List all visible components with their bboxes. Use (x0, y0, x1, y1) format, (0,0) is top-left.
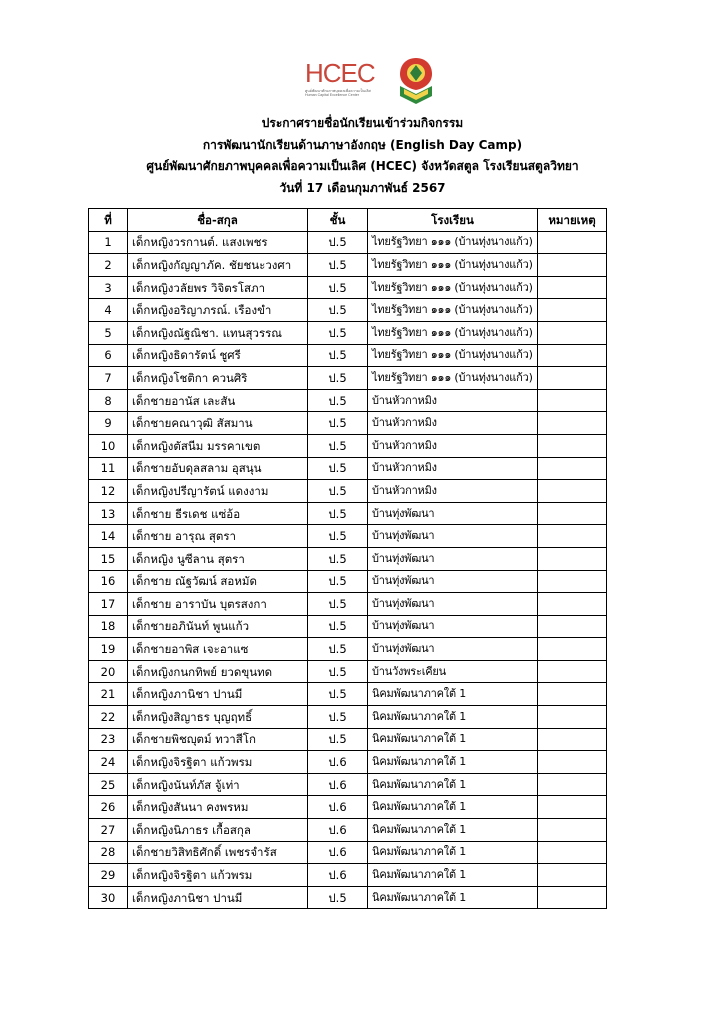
cell-name: เด็กหญิงนันท์ภัส จู้เท่า (128, 773, 308, 796)
cell-no: 1 (89, 231, 128, 254)
cell-name: เด็กหญิง นูซีลาน สุตรา (128, 547, 308, 570)
cell-no: 24 (89, 751, 128, 774)
table-row (89, 660, 607, 683)
cell-grade: ป.5 (308, 638, 368, 661)
cell-grade: ป.5 (308, 502, 368, 525)
table-row (89, 819, 607, 842)
student-list-table (88, 208, 607, 909)
cell-school: นิคมพัฒนาภาคใต้ 1 (368, 864, 538, 887)
cell-school: ไทยรัฐวิทยา ๑๑๑ (บ้านทุ่งนางแก้ว) (368, 254, 538, 277)
cell-remark (538, 367, 607, 390)
table-row (89, 593, 607, 616)
cell-remark (538, 638, 607, 661)
cell-no: 20 (89, 660, 128, 683)
cell-school: บ้านวังพระเคียน (368, 660, 538, 683)
logo-area (0, 56, 725, 108)
cell-name: เด็กหญิงภานิชา ปานมี (128, 683, 308, 706)
cell-school: นิคมพัฒนาภาคใต้ 1 (368, 886, 538, 909)
cell-no: 12 (89, 480, 128, 503)
cell-grade: ป.6 (308, 819, 368, 842)
cell-school: ไทยรัฐวิทยา ๑๑๑ (บ้านทุ่งนางแก้ว) (368, 321, 538, 344)
cell-school: นิคมพัฒนาภาคใต้ 1 (368, 773, 538, 796)
cell-grade: ป.6 (308, 841, 368, 864)
cell-remark (538, 434, 607, 457)
cell-school: ไทยรัฐวิทยา ๑๑๑ (บ้านทุ่งนางแก้ว) (368, 276, 538, 299)
table-row (89, 796, 607, 819)
table-row (89, 864, 607, 887)
table-row (89, 434, 607, 457)
cell-remark (538, 819, 607, 842)
hcec-logo-subtitle-th: ศูนย์พัฒนาศักยภาพบุคคลเพื่อความเป็นเลิศ (305, 89, 371, 93)
cell-grade: ป.5 (308, 706, 368, 729)
cell-name: เด็กหญิงจิรฐิตา แก้วพรม (128, 864, 308, 887)
cell-grade: ป.5 (308, 412, 368, 435)
cell-no: 10 (89, 434, 128, 457)
cell-grade: ป.5 (308, 231, 368, 254)
cell-school: บ้านทุ่งพัฒนา (368, 525, 538, 548)
cell-name: เด็กหญิงสันนา คงพรหม (128, 796, 308, 819)
cell-no: 9 (89, 412, 128, 435)
cell-school: ไทยรัฐวิทยา ๑๑๑ (บ้านทุ่งนางแก้ว) (368, 367, 538, 390)
cell-name: เด็กหญิงณัฐณิชา. แทนสุวรรณ (128, 321, 308, 344)
cell-remark (538, 457, 607, 480)
cell-name: เด็กชายอาพิส เจะอาแซ (128, 638, 308, 661)
cell-grade: ป.5 (308, 683, 368, 706)
cell-remark (538, 231, 607, 254)
table-row (89, 638, 607, 661)
cell-grade: ป.5 (308, 321, 368, 344)
cell-grade: ป.5 (308, 434, 368, 457)
cell-no: 15 (89, 547, 128, 570)
cell-remark (538, 480, 607, 503)
cell-grade: ป.5 (308, 570, 368, 593)
announcement-header (0, 113, 725, 199)
table-header-row (89, 209, 607, 232)
header-remark: หมายเหตุ (538, 209, 607, 232)
cell-grade: ป.6 (308, 773, 368, 796)
cell-grade: ป.5 (308, 547, 368, 570)
cell-grade: ป.5 (308, 615, 368, 638)
cell-remark (538, 593, 607, 616)
hcec-logo-word: HCEC (305, 58, 375, 88)
cell-name: เด็กชาย ธีรเดช แซ่อ้อ (128, 502, 308, 525)
table-row (89, 276, 607, 299)
cell-school: ไทยรัฐวิทยา ๑๑๑ (บ้านทุ่งนางแก้ว) (368, 344, 538, 367)
header-line-4: วันที่ 17 เดือนกุมภาพันธ์ 2567 (279, 180, 446, 195)
header-no: ที่ (89, 209, 128, 232)
table-row (89, 254, 607, 277)
cell-remark (538, 254, 607, 277)
cell-remark (538, 525, 607, 548)
cell-name: เด็กชาย ณัฐวัฒน์ สอหมัด (128, 570, 308, 593)
cell-school: นิคมพัฒนาภาคใต้ 1 (368, 841, 538, 864)
cell-name: เด็กหญิงวลัยพร วิจิตรโสภา (128, 276, 308, 299)
cell-school: บ้านหัวกาหมิง (368, 457, 538, 480)
cell-remark (538, 706, 607, 729)
cell-no: 8 (89, 389, 128, 412)
cell-school: บ้านหัวกาหมิง (368, 389, 538, 412)
cell-name: เด็กหญิงอริญาภรณ์. เรืองขำ (128, 299, 308, 322)
school-seal-icon (396, 56, 436, 106)
cell-remark (538, 660, 607, 683)
cell-grade: ป.5 (308, 367, 368, 390)
cell-name: เด็กหญิงกัญญาภัค. ชัยชนะวงศา (128, 254, 308, 277)
cell-remark (538, 841, 607, 864)
cell-no: 30 (89, 886, 128, 909)
cell-name: เด็กชาย อาราบัน บุตรสงกา (128, 593, 308, 616)
cell-school: นิคมพัฒนาภาคใต้ 1 (368, 796, 538, 819)
hcec-logo-subtitle-en: Human Capital Excellence Center (305, 93, 359, 97)
cell-no: 2 (89, 254, 128, 277)
cell-name: เด็กชายอภินันท์ พูนแก้ว (128, 615, 308, 638)
cell-grade: ป.5 (308, 276, 368, 299)
cell-name: เด็กหญิงปรีญารัตน์ แดงงาม (128, 480, 308, 503)
cell-school: บ้านทุ่งพัฒนา (368, 570, 538, 593)
cell-school: ไทยรัฐวิทยา ๑๑๑ (บ้านทุ่งนางแก้ว) (368, 299, 538, 322)
cell-school: บ้านหัวกาหมิง (368, 412, 538, 435)
hcec-logo (305, 58, 377, 104)
cell-remark (538, 547, 607, 570)
cell-school: บ้านทุ่งพัฒนา (368, 638, 538, 661)
cell-no: 29 (89, 864, 128, 887)
cell-grade: ป.6 (308, 751, 368, 774)
table-row (89, 886, 607, 909)
table-row (89, 367, 607, 390)
table-row (89, 457, 607, 480)
cell-remark (538, 615, 607, 638)
cell-remark (538, 751, 607, 774)
cell-no: 27 (89, 819, 128, 842)
cell-no: 3 (89, 276, 128, 299)
table-row (89, 525, 607, 548)
table-row (89, 570, 607, 593)
cell-remark (538, 412, 607, 435)
cell-name: เด็กหญิงวรกานต์. แสงเพชร (128, 231, 308, 254)
cell-no: 19 (89, 638, 128, 661)
cell-remark (538, 321, 607, 344)
cell-no: 25 (89, 773, 128, 796)
cell-remark (538, 728, 607, 751)
cell-remark (538, 796, 607, 819)
cell-no: 26 (89, 796, 128, 819)
cell-no: 6 (89, 344, 128, 367)
table-row (89, 706, 607, 729)
cell-grade: ป.5 (308, 299, 368, 322)
cell-no: 14 (89, 525, 128, 548)
table-row (89, 321, 607, 344)
table-row (89, 412, 607, 435)
cell-name: เด็กหญิงโชติกา ควนศิริ (128, 367, 308, 390)
cell-grade: ป.5 (308, 457, 368, 480)
table-row (89, 547, 607, 570)
cell-remark (538, 389, 607, 412)
cell-name: เด็กหญิงภานิชา ปานมี (128, 886, 308, 909)
cell-no: 4 (89, 299, 128, 322)
cell-no: 13 (89, 502, 128, 525)
header-line-2: การพัฒนานักเรียนด้านภาษาอังกฤษ (English Day Camp) (202, 137, 523, 152)
cell-school: บ้านทุ่งพัฒนา (368, 547, 538, 570)
cell-no: 7 (89, 367, 128, 390)
cell-grade: ป.5 (308, 660, 368, 683)
cell-school: นิคมพัฒนาภาคใต้ 1 (368, 728, 538, 751)
cell-school: บ้านทุ่งพัฒนา (368, 615, 538, 638)
table-row (89, 728, 607, 751)
cell-name: เด็กชายวิสิทธิศักดิ์ เพชรจำรัส (128, 841, 308, 864)
cell-school: บ้านทุ่งพัฒนา (368, 502, 538, 525)
cell-remark (538, 886, 607, 909)
cell-name: เด็กชายพิชญุตม์ ทวาสีโก (128, 728, 308, 751)
table-row (89, 299, 607, 322)
cell-grade: ป.5 (308, 525, 368, 548)
cell-name: เด็กหญิงนิภาธร เกื้อสกุล (128, 819, 308, 842)
cell-remark (538, 502, 607, 525)
table-row (89, 773, 607, 796)
cell-no: 11 (89, 457, 128, 480)
cell-remark (538, 683, 607, 706)
cell-remark (538, 344, 607, 367)
cell-no: 28 (89, 841, 128, 864)
cell-name: เด็กชาย อารุณ สุตรา (128, 525, 308, 548)
header-grade: ชั้น (308, 209, 368, 232)
cell-name: เด็กหญิงสิญาธร บุญฤทธิ์ (128, 706, 308, 729)
cell-grade: ป.6 (308, 796, 368, 819)
cell-grade: ป.6 (308, 864, 368, 887)
cell-remark (538, 864, 607, 887)
table-row (89, 615, 607, 638)
table-row (89, 344, 607, 367)
cell-grade: ป.5 (308, 480, 368, 503)
cell-grade: ป.5 (308, 254, 368, 277)
cell-grade: ป.5 (308, 344, 368, 367)
cell-no: 17 (89, 593, 128, 616)
cell-school: นิคมพัฒนาภาคใต้ 1 (368, 706, 538, 729)
cell-grade: ป.5 (308, 389, 368, 412)
table-row (89, 480, 607, 503)
cell-school: บ้านหัวกาหมิง (368, 480, 538, 503)
cell-school: บ้านหัวกาหมิง (368, 434, 538, 457)
cell-school: นิคมพัฒนาภาคใต้ 1 (368, 819, 538, 842)
cell-grade: ป.5 (308, 886, 368, 909)
header-line-3: ศูนย์พัฒนาศักยภาพบุคคลเพื่อความเป็นเลิศ (HCEC) จังหวัดสตูล โรงเรียนสตูลวิทยา (146, 159, 579, 173)
header-line-1: ประกาศรายชื่อนักเรียนเข้าร่วมกิจกรรม (261, 116, 464, 130)
cell-name: เด็กชายอับดุลสลาม อุสนุน (128, 457, 308, 480)
cell-no: 16 (89, 570, 128, 593)
cell-remark (538, 276, 607, 299)
cell-school: บ้านทุ่งพัฒนา (368, 593, 538, 616)
table-row (89, 683, 607, 706)
cell-no: 23 (89, 728, 128, 751)
cell-school: นิคมพัฒนาภาคใต้ 1 (368, 751, 538, 774)
cell-grade: ป.5 (308, 728, 368, 751)
cell-remark (538, 773, 607, 796)
header-school: โรงเรียน (368, 209, 538, 232)
table-body (89, 231, 607, 909)
cell-grade: ป.5 (308, 593, 368, 616)
cell-name: เด็กหญิงตัสนีม มรรคาเขต (128, 434, 308, 457)
cell-name: เด็กหญิงธิดารัตน์ ชูศรี (128, 344, 308, 367)
cell-name: เด็กหญิงกนกทิพย์ ยวดขุนทด (128, 660, 308, 683)
table-row (89, 751, 607, 774)
cell-remark (538, 570, 607, 593)
cell-school: นิคมพัฒนาภาคใต้ 1 (368, 683, 538, 706)
cell-name: เด็กชายคณาวุฒิ สัสมาน (128, 412, 308, 435)
cell-school: ไทยรัฐวิทยา ๑๑๑ (บ้านทุ่งนางแก้ว) (368, 231, 538, 254)
cell-name: เด็กชายอานัส เละสัน (128, 389, 308, 412)
cell-remark (538, 299, 607, 322)
cell-name: เด็กหญิงจิรฐิตา แก้วพรม (128, 751, 308, 774)
table-row (89, 389, 607, 412)
table-row (89, 841, 607, 864)
cell-no: 22 (89, 706, 128, 729)
cell-no: 21 (89, 683, 128, 706)
cell-no: 18 (89, 615, 128, 638)
header-name: ชื่อ-สกุล (128, 209, 308, 232)
table-row (89, 231, 607, 254)
table-row (89, 502, 607, 525)
cell-no: 5 (89, 321, 128, 344)
